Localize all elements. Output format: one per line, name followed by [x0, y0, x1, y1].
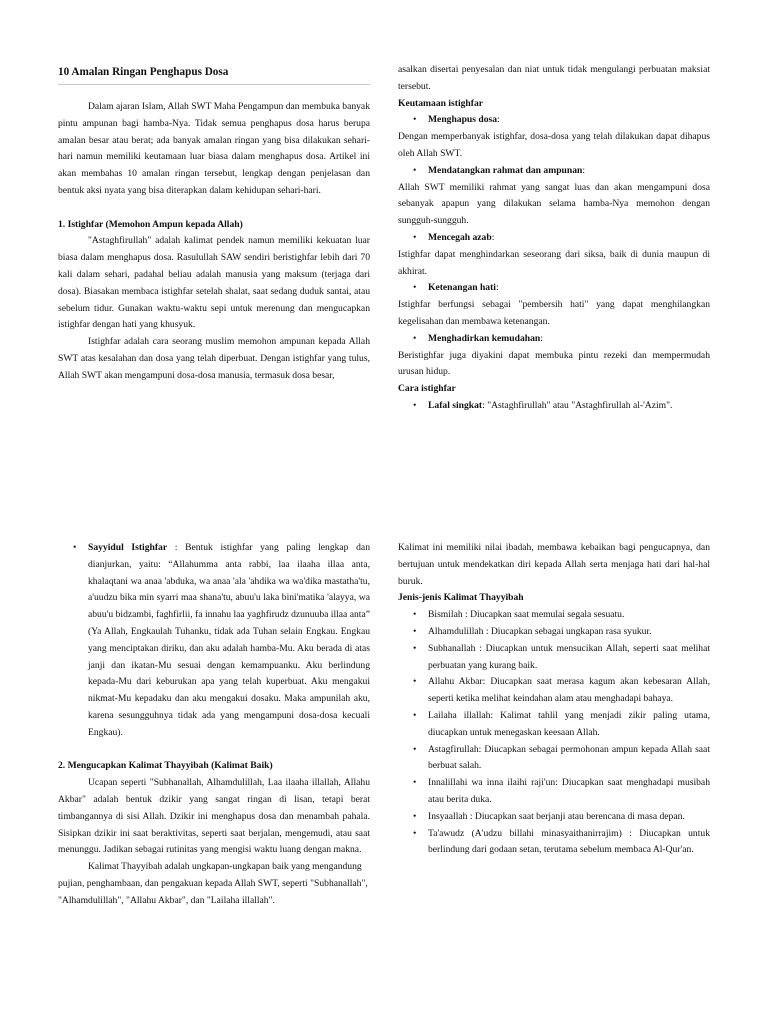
benefit-description: Istighfar dapat menghindarkan seseorang dari siksa, baik di dunia maupun di akhirat. — [398, 248, 710, 277]
page2-left-column — [58, 540, 370, 910]
list-item: • Alhamdulillah : Diucapkan sebagai ungkapan rasa syukur. — [398, 624, 710, 641]
sayyidul-list — [58, 540, 370, 742]
benefit-description: Beristighfar juga diyakini dapat membuka pintu rezeki dan mempermudah urusan hidup. — [398, 349, 710, 378]
list-item: • Insyaallah : Diucapkan saat berjanji atau berencana di masa depan. — [398, 809, 710, 826]
page1-left-column — [58, 62, 370, 385]
benefit-item: • Ketenangan hati: — [398, 280, 710, 297]
article-title: 10 Amalan Ringan Penghapus Dosa — [58, 62, 370, 85]
benefit-description: Istighfar berfungsi sebagai "pembersih hati" yang dapat menghilangkan kegelisahan dan membawa ketenangan. — [398, 299, 710, 327]
section1-paragraph-2: Istighfar adalah cara seorang muslim memohon ampunan kepada Allah SWT atas kesalahan dan dosa yang telah diperbuat. Dengan istighfar yang tulus, Allah SWT akan mengampuni dosa-dosa manusia, termasuk dosa besar, — [58, 336, 370, 381]
keutamaan-heading: Keutamaan istighfar — [398, 97, 484, 109]
list-item: • Lailaha illallah: Kalimat tahlil yang menjadi zikir paling utama, diucapkan untuk menegaskan keesaan Allah. — [398, 708, 710, 742]
jenis-heading: Jenis-jenis Kalimat Thayyibah — [398, 592, 524, 604]
page2-right-column — [398, 540, 710, 859]
section2-heading: 2. Mengucapkan Kalimat Thayyibah (Kalimat Baik) — [58, 760, 273, 772]
continued-paragraph-2: Kalimat ini memiliki nilai ibadah, membawa kebaikan bagi pengucapnya, dan bertujuan untuk mendekatkan diri kepada Allah serta menjaga hati dari hal-hal buruk. — [398, 542, 710, 587]
section2-paragraph-1: Ucapan seperti "Subhanallah, Alhamdulillah, Laa ilaaha illallah, Allahu Akbar" adalah bentuk dzikir yang sangat ringan di lisan, tetapi berat timbangannya di sisi Allah. Dzikir ini menghapus dosa dan menambah pahala. Sisipkan dzikir ini saat beraktivitas, seperti saat berjalan, mengemudi, atau saat menunggu. Jadikan sebagai rutinitas yang mengisi waktu luang dengan makna. — [58, 777, 370, 856]
cara-list — [398, 398, 710, 415]
list-item: • Ta'awudz (A'udzu billahi minasyaithanirrajim) : Diucapkan untuk berlindung dari godaan setan, terutama sebelum membaca Al-Qur'an. — [398, 826, 710, 860]
cara-heading: Cara istighfar — [398, 383, 456, 395]
benefit-item: • Mencegah azab: — [398, 230, 710, 247]
benefit-item: • Mendatangkan rahmat dan ampunan: — [398, 163, 710, 180]
section2-paragraph-2: Kalimat Thayyibah adalah ungkapan-ungkapan baik yang mengandung pujian, penghambaan, dan pengakuan kepada Allah SWT, seperti "Subhanallah", "Alhamdulillah", "Allahu Akbar", dan "Lailaha illallah". — [58, 861, 368, 906]
jenis-list — [398, 607, 710, 859]
benefit-list — [398, 112, 710, 129]
list-item: • Innalillahi wa inna ilaihi raji'un: Diucapkan saat menghadapi musibah atau berita duka. — [398, 775, 710, 809]
section1-paragraph-1: "Astaghfirullah" adalah kalimat pendek namun memiliki kekuatan luar biasa dalam menghapus dosa. Rasulullah SAW sendiri beristighfar lebih dari 70 kali dalam sehari, padahal beliau adalah manusia yang maksum (terjaga dari dosa). Biasakan membaca istighfar setelah shalat, saat sedang duduk santai, atau sebelum tidur. Gunakan waktu-waktu sepi untuk merenung dan mengucapkan istighfar dengan hati yang khusyuk. — [58, 235, 370, 331]
benefit-item: • Menghapus dosa: — [398, 112, 710, 129]
section1-heading: 1. Istighfar (Memohon Ampun kepada Allah) — [58, 218, 243, 230]
intro-paragraph: Dalam ajaran Islam, Allah SWT Maha Pengampun dan membuka banyak pintu ampunan bagi hamba-Nya. Tidak semua penghapus dosa harus berupa amalan besar atau berat; ada banyak amalan ringan yang bisa dilakukan sehari-hari namun memiliki keutamaan luar biasa dalam menghapus dosa. Artikel ini akan membahas 10 amalan ringan tersebut, lengkap dengan penjelasan dan bentuk aksi nyata yang bisa diterapkan dalam kehidupan sehari-hari. — [58, 101, 370, 196]
benefit-item: • Menghadirkan kemudahan: — [398, 331, 710, 348]
benefit-description: Dengan memperbanyak istighfar, dosa-dosa yang telah dilakukan dapat dihapus oleh Allah SWT. — [398, 131, 710, 159]
list-item: • Bismilah : Diucapkan saat memulai segala sesuatu. — [398, 607, 710, 624]
benefit-description: Allah SWT memiliki rahmat yang sangat luas dan akan mengampuni dosa sebanyak apapun yang dilakukan selama hamba-Nya memohon dengan sungguh-sungguh. — [398, 181, 710, 227]
list-item: • Subhanallah : Diucapkan untuk mensucikan Allah, seperti saat melihat perbuatan yang kurang baik. — [398, 641, 710, 675]
lafal-item: • Lafal singkat: "Astaghfirullah" atau "Astaghfirullah al-'Azim". — [398, 398, 710, 415]
list-item: • Allahu Akbar: Diucapkan saat merasa kagum akan kebesaran Allah, seperti ketika melihat keindahan alam atau menghadapi bahaya. — [398, 674, 710, 708]
page1-right-column — [398, 62, 710, 415]
sayyidul-item: • Sayyidul Istighfar : Bentuk istighfar yang paling lengkap dan dianjurkan, yaitu: “Allahumma anta rabbi, laa ilaaha illaa anta, khalaqtani wa anaa 'abduka, wa anaa 'ala 'ahdika wa wa'dika mastatha'tu, a'uudzu bika min syarri maa shana'tu, abuu'u laka bini'matika 'alayya, wa abuu'u bidzambi, faghfirlii, fa innahu laa yaghfirudz dzunuuba illaa anta” (Ya Allah, Engkaulah Tuhanku, tidak ada Tuhan selain Engkau. Engkau yang menciptakan diriku, dan aku adalah hamba-Mu. Aku berada di atas janji dan ikatan-Mu sesuai dengan kemampuanku. Aku berlindung kepada-Mu dari keburukan apa yang telah kuperbuat. Aku mengakui nikmat-Mu kepadaku dan aku mengakui dosaku. Maka ampunilah aku, karena sesungguhnya tidak ada yang mengampuni dosa-dosa kecuali Engkau). — [58, 540, 370, 742]
continued-paragraph: asalkan disertai penyesalan dan niat untuk tidak mengulangi perbuatan maksiat tersebut. — [398, 64, 710, 92]
list-item: • Astagfirullah: Diucapkan sebagai permohonan ampun kepada Allah saat berbuat salah. — [398, 742, 710, 776]
